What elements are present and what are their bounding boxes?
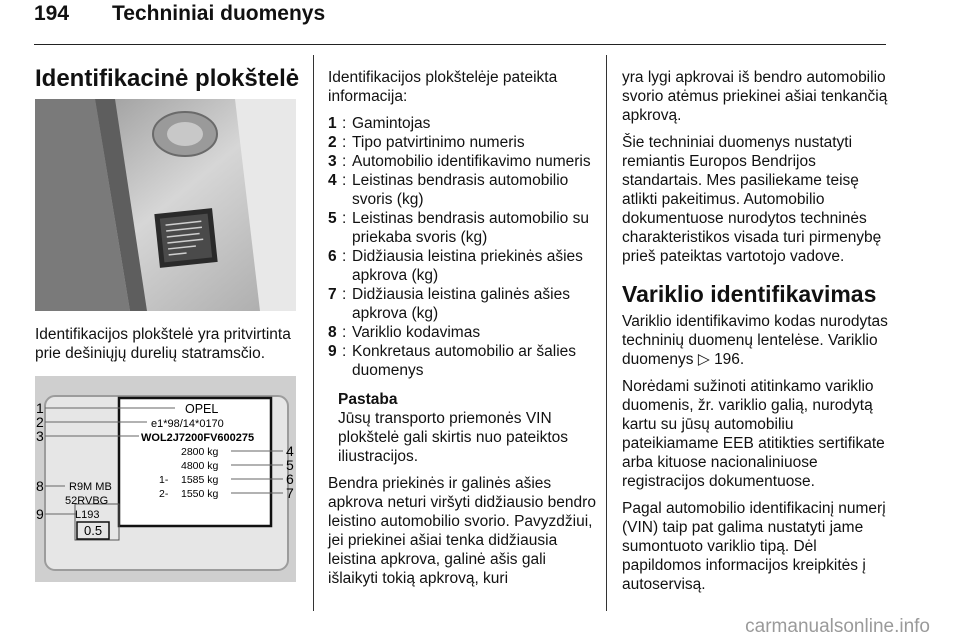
callout-1: 1: [36, 400, 44, 416]
engine-data-paragraph: Norėdami sužinoti atitinkamo variklio duomenis, žr. variklio galią, nurodytą kartu su jūsų automobiliu pateikiamame EEB atitikties sertifikate arba kituose nacionaliniuose registracijos dokumentuose.: [622, 378, 885, 490]
plate-location-caption: Identifikacijos plokštelė yra pritvirtinta prie dešiniųjų durelių statramsčio.: [35, 326, 291, 362]
list-item: 2 : Tipo patvirtinimo numeris: [328, 133, 596, 152]
legend-text: Variklio kodavimas: [352, 324, 481, 341]
callout-9: 9: [36, 506, 44, 522]
legend-key: 3: [328, 153, 337, 170]
callout-4: 4: [286, 443, 294, 459]
axle-load-paragraph: Bendra priekinės ir galinės ašies apkrova neturi viršyti didžiausio bendro leistino automobilio svorio. Pavyzdžiui, jei priekinei ašiai tenka didžiausia leistina apkrova, galinė ašis gali išlaikyti tokią apkrovą, kuri: [328, 475, 596, 587]
plate-rear-axle-prefix: 2-: [159, 488, 169, 500]
list-item: 7 : Didžiausia leistina galinės ašies apkrova (kg): [328, 285, 596, 323]
legend-text: Didžiausia leistina galinės ašies apkrova (kg): [352, 286, 570, 322]
legend-key: 6: [328, 248, 337, 265]
list-item: 1 : Gamintojas: [328, 114, 596, 133]
column-1: [35, 64, 300, 94]
plate-engine-code: R9M MB: [69, 481, 112, 493]
legend-key: 7: [328, 286, 337, 303]
callout-7: 7: [286, 485, 294, 501]
list-item: 8 : Variklio kodavimas: [328, 323, 596, 342]
legend-key: 2: [328, 134, 337, 151]
plate-train-weight: 4800 kg: [181, 460, 219, 472]
page-reference-link[interactable]: 196.: [714, 351, 745, 368]
list-item: 9 : Konkretaus automobilio ar šalies duomenys: [328, 342, 596, 380]
axle-load-continued: yra lygi apkrovai iš bendro automobilio svorio atėmus priekinei ašiai tenkančią apkrovą.: [622, 69, 888, 124]
legend-key: 4: [328, 172, 337, 189]
legend-text: Konkretaus automobilio ar šalies duomenys: [352, 343, 577, 379]
plate-gross-weight: 2800 kg: [181, 446, 219, 458]
list-item: 4 : Leistinas bendrasis automobilio svoris (kg): [328, 171, 596, 209]
page-reference-arrow-icon: ▷: [697, 351, 710, 368]
note-title: Pastaba: [338, 391, 398, 408]
door-pillar-photo: [35, 99, 296, 311]
column-divider-2: [606, 55, 607, 611]
list-item: 6 : Didžiausia leistina priekinės ašies apkrova (kg): [328, 247, 596, 285]
engine-code-text: Variklio identifikavimo kodas nurodytas techninių duomenų lentelėse. Variklio duomenys: [622, 313, 888, 368]
callout-6: 6: [286, 471, 294, 487]
page-number: 194: [34, 2, 70, 25]
plate-type-approval: e1*98/14*0170: [151, 418, 224, 430]
door-pillar-illustration: [35, 99, 296, 311]
legend-text: Didžiausia leistina priekinės ašies apkrova (kg): [352, 248, 583, 284]
column-divider-1: [313, 55, 314, 611]
legend-text: Gamintojas: [352, 115, 431, 132]
watermark: carmanualsonline.info: [745, 616, 930, 637]
standards-paragraph: Šie techniniai duomenys nustatyti remiantis Europos Bendrijos standartais. Mes pasiliekame teisę atlikti pakeitimus. Automobilio dokumentuose nurodytos techninės charakteristikos visada turi pirmenybę prieš pateiktas vartotojo vadove.: [622, 134, 882, 265]
column-3: [622, 68, 890, 602]
header-rule: [34, 44, 886, 45]
list-item: 5 : Leistinas bendrasis automobilio su priekaba svoris (kg): [328, 209, 596, 247]
legend-key: 1: [328, 115, 337, 132]
note-text: Jūsų transporto priemonės VIN plokštelė gali skirtis nuo pateiktos iliustracijos.: [338, 410, 569, 465]
list-item: 3 : Automobilio identifikavimo numeris: [328, 152, 596, 171]
plate-diagram-svg: [35, 376, 296, 582]
callout-3: 3: [36, 428, 44, 444]
callout-8: 8: [36, 478, 44, 494]
legend-text: Automobilio identifikavimo numeris: [352, 153, 591, 170]
engine-code-paragraph: [622, 312, 890, 369]
identification-plate-diagram: [35, 376, 296, 582]
note-box: [328, 390, 596, 466]
plate-front-axle: 1585 kg: [181, 474, 219, 486]
page-header-title: Techniniai duomenys: [112, 2, 326, 25]
callout-5: 5: [286, 457, 294, 473]
legend-key: 9: [328, 343, 337, 360]
plate-front-axle-prefix: 1-: [159, 474, 169, 486]
plate-vin: WOL2J7200FV600275: [141, 432, 255, 444]
legend-text: Tipo patvirtinimo numeris: [352, 134, 525, 151]
section-heading-engine-identification: Variklio identifikavimas: [622, 281, 877, 307]
legend-intro: Identifikacijos plokštelėje pateikta informacija:: [328, 69, 558, 105]
plate-engine-code-2: 52RVBG: [65, 495, 109, 507]
section-heading-identification-plate: Identifikacinė plokštelė: [35, 65, 300, 92]
legend-text: Leistinas bendrasis automobilio su priekaba svoris (kg): [352, 210, 589, 246]
legend-list: [328, 114, 596, 380]
legend-key: 5: [328, 210, 337, 227]
callout-2: 2: [36, 414, 44, 430]
plate-box-value: 0.5: [84, 523, 103, 538]
plate-rear-axle: 1550 kg: [181, 488, 219, 500]
column-1-caption: [35, 325, 300, 371]
legend-text: Leistinas bendrasis automobilio svoris (kg): [352, 172, 569, 208]
plate-country-data: L193: [75, 509, 100, 521]
plate-manufacturer: OPEL: [185, 402, 219, 416]
legend-key: 8: [328, 324, 337, 341]
vin-engine-paragraph: Pagal automobilio identifikacinį numerį (VIN) taip pat galima nustatyti jame sumontuoto variklio tipą. Dėl papildomos informacijos kreipkitės į autoservisą.: [622, 500, 886, 593]
column-2: [328, 68, 596, 596]
